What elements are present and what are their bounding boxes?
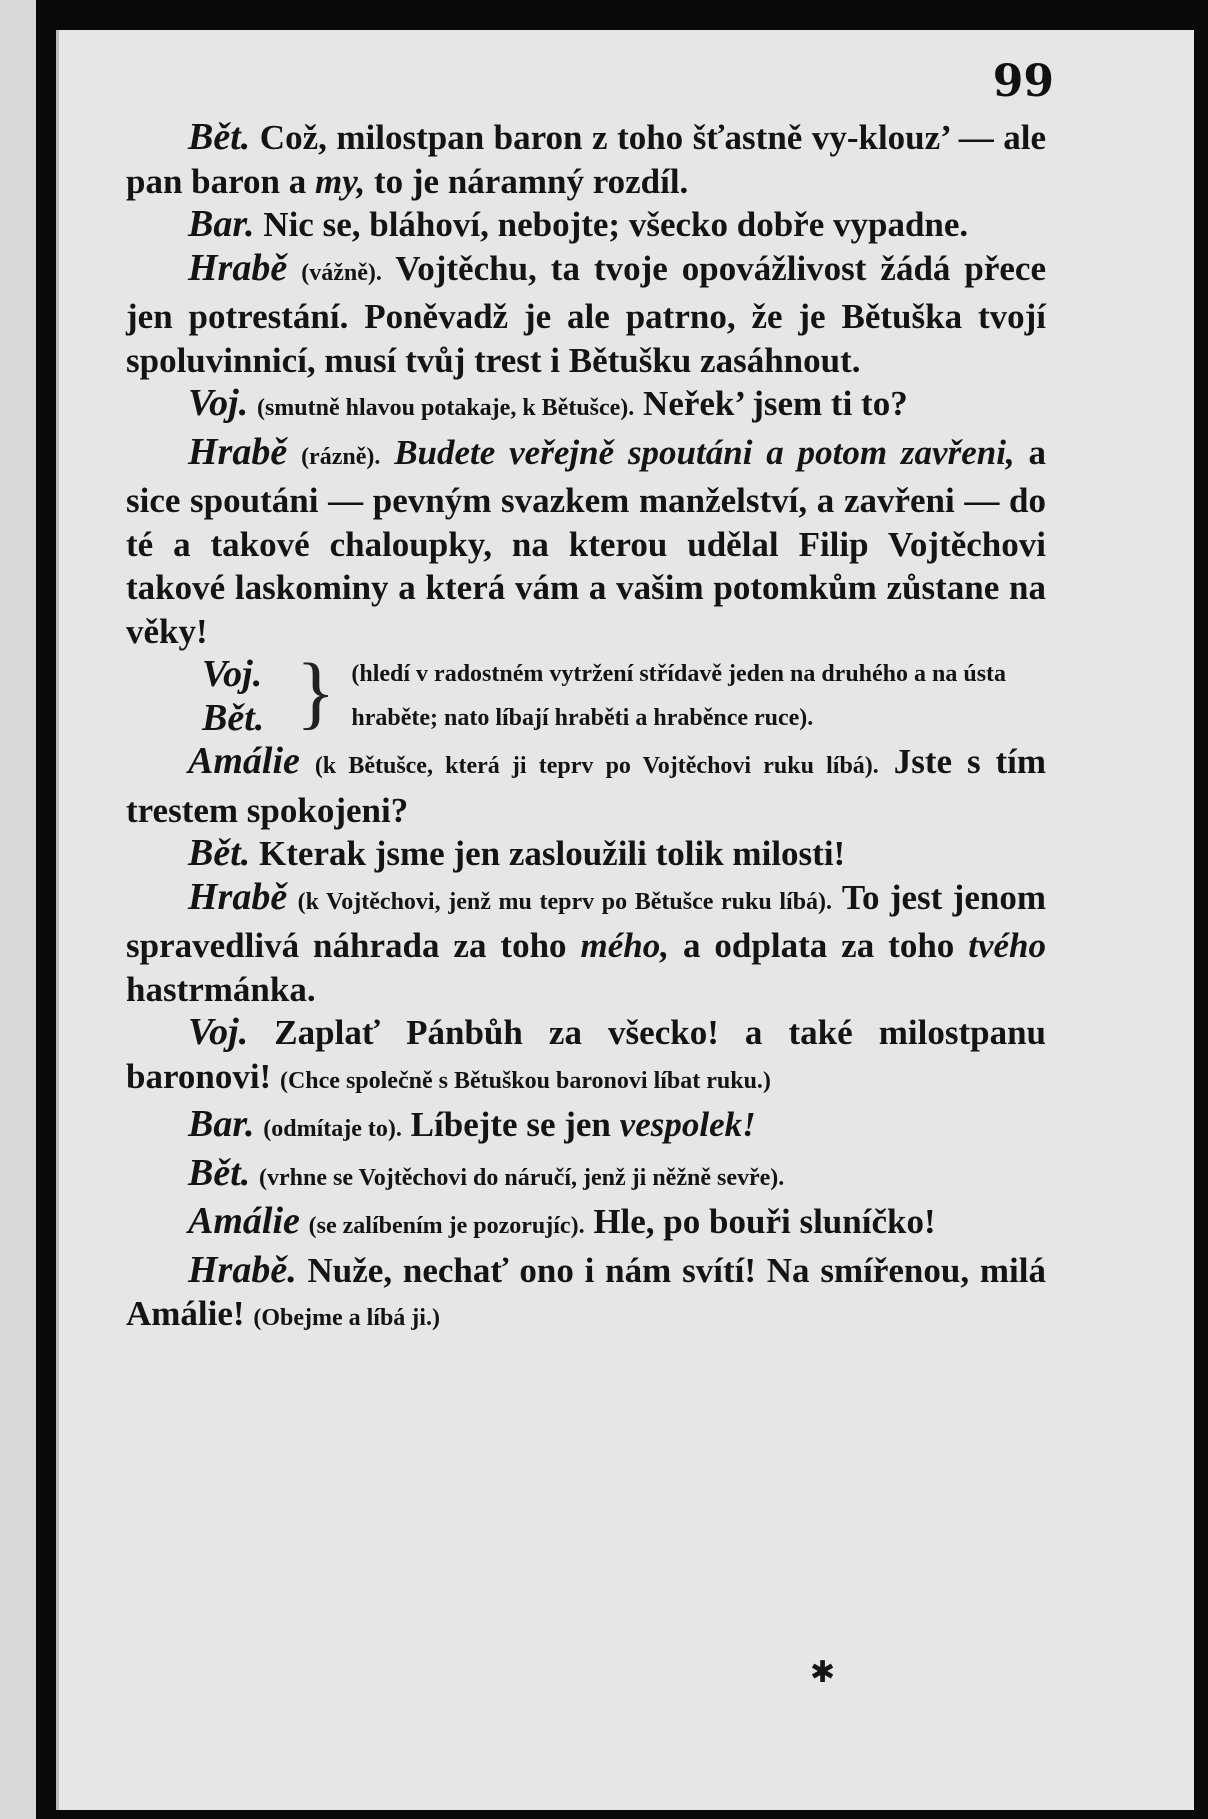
speaker: Voj. xyxy=(202,653,263,695)
stage-direction: (k Vojtěchovi, jenž mu teprv po Bětušce ruku líbá). xyxy=(297,888,833,915)
stage-direction: (Chce společně s Bětuškou baronovi líbat ruku.) xyxy=(279,1067,771,1094)
speaker: Bar. xyxy=(188,203,255,245)
stage-direction: (rázně). xyxy=(301,443,381,470)
speech-amalie-1: Amálie (k Bětušce, která ji teprv po Vojtěchovi ruku líbá). Jste s tím trestem spokojeni? xyxy=(126,740,1047,830)
speech-amalie-2: Amálie (se zalíbením je pozorujíc). Hle, po bouři sluníčko! xyxy=(188,1200,936,1242)
speech-bet-1: Bět. Což, milostpan baron z toho šťastně vy-klouz’ — ale pan baron a my, to je náramný rozdíl. xyxy=(126,116,1047,201)
speech-bet-3 xyxy=(126,1152,1046,1201)
speech-bar-2: Bar. (odmítaje to). Líbejte se jen vespolek! xyxy=(188,1103,756,1145)
speech-hrabe-3: Hrabě (k Vojtěchovi, jenž mu teprv po Bětušce ruku líbá). To jest jenom spravedlivá náhrada za toho mého, a odplata za toho tvého hastrmánka. xyxy=(126,875,1047,1009)
speech-voj-2: Voj. Zaplať Pánbůh za všecko! a také milostpanu baronovi! (Chce společně s Bětuškou baronovi líbat ruku.) xyxy=(126,1011,1046,1096)
speaker: Hrabě xyxy=(188,875,288,918)
speaker: Amálie xyxy=(188,740,300,782)
stage-direction: (se zalíbením je pozorujíc). xyxy=(308,1213,585,1239)
speech-bet-2: Bět. Kterak jsme jen zasloužili tolik milosti! xyxy=(188,832,846,874)
book-edge xyxy=(0,0,36,1819)
play-text xyxy=(126,116,1046,1341)
stage-direction: (vrhne se Vojtěchovi do náručí, jenž ji něžně sevře). xyxy=(259,1164,785,1191)
speaker: Voj. xyxy=(188,382,249,424)
end-mark-icon: ✱ xyxy=(810,1656,836,1689)
stage-direction: (hledí v radostném vytržení střídavě jeden na druhého a na ústa hraběte; nato líbají hraběti a hraběnce ruce). xyxy=(351,661,1007,731)
page-number: 99 xyxy=(992,56,1054,107)
joint-stage-direction xyxy=(202,646,1046,740)
speaker: Voj. xyxy=(188,1011,249,1053)
speaker: Bar. xyxy=(188,1103,255,1145)
speech-hrabe-2: Hrabě (rázně). Budete veřejně spoutáni a potom zavřeni, a sice spoutáni — pevným svazkem manželství, a zavřeni — do té a takové chaloupky, na kterou udělal Filip Vojtěchovi takové laskominy a která vám a vašim potomkům zůstane na věky! xyxy=(126,430,1047,651)
speaker: Bět. xyxy=(188,116,251,158)
speaker: Amálie xyxy=(188,1200,300,1242)
stage-direction: (odmítaje to). xyxy=(263,1116,402,1142)
speech-voj-1: Voj. (smutně hlavou potakaje, k Bětušce). Neřek’ jsem ti to? xyxy=(188,382,908,424)
speech-hrabe-4: Hrabě. Nuže, nechať ono i nám svítí! Na smířenou, milá Amálie! (Obejme a líbá ji.) xyxy=(126,1248,1046,1333)
speaker: Hrabě xyxy=(188,430,288,473)
speaker: Hrabě xyxy=(188,246,288,289)
speaker: Hrabě. xyxy=(188,1248,297,1291)
speaker: Bět. xyxy=(188,832,251,874)
speaker: Bět. xyxy=(202,696,265,739)
speech-hrabe-1: Hrabě (vážně). Vojtěchu, ta tvoje opovážlivost žádá přece jen potrestání. Poněvadž je ale patrno, že je Bětuška tvojí spoluvinnicí, musí tvůj trest i Bětušku zasáhnout. xyxy=(126,246,1047,380)
stage-direction: (smutně hlavou potakaje, k Bětušce). xyxy=(256,395,635,421)
speaker: Bět. xyxy=(188,1151,251,1194)
stage-direction: (Obejme a líbá ji.) xyxy=(253,1305,440,1331)
speech-bar-1: Bar. Nic se, bláhoví, nebojte; všecko dobře vypadne. xyxy=(188,203,969,245)
brace-icon: } xyxy=(296,646,336,737)
stage-direction: (k Bětušce, která ji teprv po Vojtěchovi ruku líbá). xyxy=(314,753,879,779)
stage-direction: (vážně). xyxy=(301,259,382,286)
